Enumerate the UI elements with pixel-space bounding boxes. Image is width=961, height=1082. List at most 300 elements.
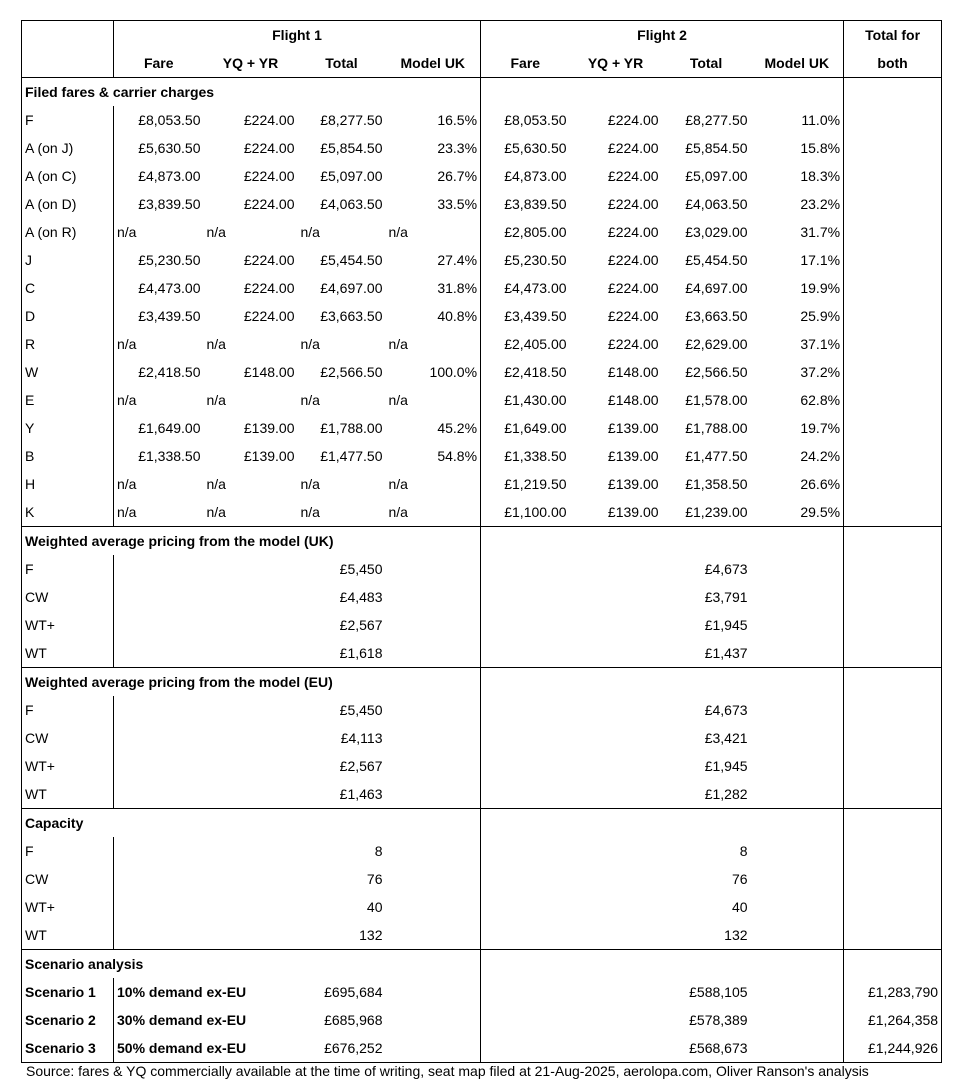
flight1-fare-cell: £4,473.00 — [114, 274, 204, 302]
empty-cell — [570, 837, 662, 865]
fare-row — [22, 246, 942, 274]
flight1-value: £5,450 — [339, 702, 383, 718]
flight1-yq-yr-cell: £224.00 — [243, 140, 295, 156]
flight1-total-cell: n/a — [300, 224, 320, 240]
flight2-total-cell: £3,663.50 — [685, 308, 748, 324]
empty-cell — [844, 583, 942, 611]
flight1-model-uk-cell: 23.3% — [437, 140, 478, 156]
flight2-value: 8 — [739, 843, 748, 859]
flight2-fare-cell: £1,649.00 — [481, 414, 570, 442]
fare-row — [22, 386, 942, 414]
empty-cell — [844, 639, 942, 668]
flight1-yq-yr-cell: £224.00 — [243, 280, 295, 296]
empty-cell — [844, 724, 942, 752]
empty-cell — [204, 921, 298, 950]
empty-cell — [844, 106, 942, 134]
col-header-yq-yr: YQ + YR — [587, 55, 644, 71]
flight1-fare-cell: £1,649.00 — [114, 414, 204, 442]
flight2-model-uk-cell: 26.6% — [800, 476, 841, 492]
flight1-total-cell: n/a — [300, 336, 320, 352]
flight2-total-cell: £1,358.50 — [685, 476, 748, 492]
flight1-model-uk-cell: 100.0% — [429, 364, 478, 380]
flight2-yq-yr-cell: £224.00 — [607, 280, 659, 296]
flight2-value: £1,945 — [704, 617, 748, 633]
header-row-1 — [22, 21, 942, 50]
flight2-fare-cell: £3,839.50 — [481, 190, 570, 218]
section-title: Filed fares & carrier charges — [22, 78, 481, 107]
empty-cell — [844, 809, 942, 838]
empty-cell — [481, 555, 570, 583]
section-title: Weighted average pricing from the model (EU) — [22, 668, 386, 697]
flight2-fare-cell: £1,219.50 — [481, 470, 570, 498]
empty-cell — [751, 696, 844, 724]
flight1-model-uk-cell: 31.8% — [437, 280, 478, 296]
empty-cell — [570, 978, 662, 1006]
flight2-value: 132 — [724, 927, 748, 943]
flight1-yq-yr-cell: £224.00 — [243, 168, 295, 184]
fare-class-label: J — [22, 246, 114, 274]
section-header-row — [22, 78, 942, 107]
flight2-total-cell: £2,566.50 — [685, 364, 748, 380]
flight1-model-uk-cell: n/a — [388, 504, 408, 520]
flight2-fare-cell: £4,473.00 — [481, 274, 570, 302]
flight1-total-cell: £8,277.50 — [320, 112, 383, 128]
flight1-fare-cell: n/a — [114, 386, 204, 414]
flight1-model-uk-cell: 27.4% — [437, 252, 478, 268]
row-label: WT — [22, 780, 114, 809]
empty-cell — [844, 134, 942, 162]
flight1-yq-yr-cell: n/a — [206, 476, 226, 492]
fare-row — [22, 190, 942, 218]
scenario-label: Scenario 1 — [22, 978, 114, 1006]
flight1-value: £5,450 — [339, 561, 383, 577]
flight1-fare-cell: £8,053.50 — [114, 106, 204, 134]
empty-cell — [844, 274, 942, 302]
empty-cell — [481, 809, 844, 838]
empty-cell — [386, 555, 481, 583]
col-header-total: Total — [689, 55, 723, 71]
flight2-total-cell: £8,277.50 — [685, 112, 748, 128]
empty-cell — [481, 696, 570, 724]
scenario-row — [22, 978, 942, 1006]
flight1-yq-yr-cell: £139.00 — [243, 448, 295, 464]
empty-cell — [844, 218, 942, 246]
empty-cell — [114, 724, 204, 752]
empty-cell — [481, 921, 570, 950]
flight2-value: £4,673 — [704, 702, 748, 718]
empty-cell — [481, 837, 570, 865]
flight2-total-cell: £3,029.00 — [685, 224, 748, 240]
total-for-both-value: £1,264,358 — [844, 1006, 942, 1034]
flight2-fare-cell: £8,053.50 — [481, 106, 570, 134]
row-label: F — [22, 837, 114, 865]
source-footnote: Source: fares & YQ commercially available at the time of writing, seat map filed at 21-Aug-2025, aerolopa.com, Oliver Ranson's analysis — [26, 1063, 869, 1079]
section-title: Capacity — [22, 809, 386, 838]
empty-cell — [481, 724, 570, 752]
flight1-yq-yr-cell: n/a — [206, 504, 226, 520]
flight1-yq-yr-cell: £224.00 — [243, 112, 295, 128]
empty-cell — [481, 1006, 570, 1034]
empty-cell — [386, 865, 481, 893]
flight2-model-uk-cell: 62.8% — [800, 392, 841, 408]
flight2-yq-yr-cell: £148.00 — [607, 364, 659, 380]
empty-cell — [844, 442, 942, 470]
empty-cell — [844, 837, 942, 865]
empty-cell — [570, 696, 662, 724]
scenario-row — [22, 1006, 942, 1034]
flight2-yq-yr-cell: £224.00 — [607, 112, 659, 128]
flight2-fare-cell: £3,439.50 — [481, 302, 570, 330]
flight1-model-uk-cell: n/a — [388, 392, 408, 408]
empty-cell — [386, 1006, 481, 1034]
empty-cell — [844, 921, 942, 950]
flight2-fare-cell: £5,230.50 — [481, 246, 570, 274]
flight2-model-uk-cell: 29.5% — [800, 504, 841, 520]
empty-cell — [114, 696, 204, 724]
empty-cell — [844, 555, 942, 583]
flight2-fare-cell: £1,430.00 — [481, 386, 570, 414]
flight2-value: £568,673 — [662, 1034, 751, 1063]
empty-cell — [751, 865, 844, 893]
flight2-value: 40 — [731, 899, 748, 915]
empty-cell — [751, 978, 844, 1006]
flight1-model-uk-cell: 40.8% — [437, 308, 478, 324]
flight1-total-cell: £1,477.50 — [320, 448, 383, 464]
fare-class-label: A (on R) — [22, 218, 114, 246]
total-header-line2: both — [844, 49, 942, 78]
empty-cell — [570, 780, 662, 809]
empty-cell — [570, 555, 662, 583]
empty-cell — [386, 893, 481, 921]
flight1-fare-cell: £5,230.50 — [114, 246, 204, 274]
flight2-value: £4,673 — [704, 561, 748, 577]
flight2-total-cell: £1,788.00 — [685, 420, 748, 436]
flight1-total-cell: £2,566.50 — [320, 364, 383, 380]
flight2-total-cell: £5,097.00 — [685, 168, 748, 184]
flight1-value: £4,483 — [339, 589, 383, 605]
flight1-value: £685,968 — [324, 1012, 383, 1028]
empty-cell — [481, 611, 570, 639]
empty-cell — [570, 752, 662, 780]
flight2-value: 76 — [731, 871, 748, 887]
flight1-value: 76 — [366, 871, 383, 887]
fare-class-label: D — [22, 302, 114, 330]
fare-row — [22, 106, 942, 134]
flight1-fare-cell: £1,338.50 — [114, 442, 204, 470]
row-label: WT+ — [22, 611, 114, 639]
fare-row — [22, 470, 942, 498]
col-header-fare: Fare — [481, 49, 570, 78]
flight2-model-uk-cell: 31.7% — [800, 224, 841, 240]
scenario-description: 10% demand ex-EU — [114, 978, 298, 1006]
flight2-total-cell: £5,854.50 — [685, 140, 748, 156]
fare-class-label: H — [22, 470, 114, 498]
value-row — [22, 555, 942, 583]
row-label: WT — [22, 639, 114, 668]
empty-cell — [386, 527, 481, 556]
flight1-fare-cell: n/a — [114, 498, 204, 527]
total-for-both-value: £1,244,926 — [844, 1034, 942, 1063]
empty-cell — [481, 865, 570, 893]
empty-cell — [570, 921, 662, 950]
empty-cell — [386, 837, 481, 865]
flight1-yq-yr-cell: n/a — [206, 392, 226, 408]
flight1-yq-yr-cell: £148.00 — [243, 364, 295, 380]
empty-cell — [844, 752, 942, 780]
flight2-total-cell: £1,239.00 — [685, 504, 748, 520]
empty-cell — [204, 837, 298, 865]
flight1-model-uk-cell: n/a — [388, 336, 408, 352]
fare-class-label: K — [22, 498, 114, 527]
empty-cell — [386, 668, 481, 697]
value-row — [22, 639, 942, 668]
empty-cell — [204, 780, 298, 809]
empty-cell — [844, 950, 942, 979]
value-row — [22, 837, 942, 865]
flight1-value: £2,567 — [339, 617, 383, 633]
empty-cell — [386, 978, 481, 1006]
fare-class-label: C — [22, 274, 114, 302]
empty-cell — [481, 668, 844, 697]
row-label: F — [22, 555, 114, 583]
flight1-fare-cell: £2,418.50 — [114, 358, 204, 386]
empty-cell — [751, 752, 844, 780]
empty-cell — [204, 555, 298, 583]
fare-class-label: R — [22, 330, 114, 358]
empty-cell — [844, 246, 942, 274]
flight2-model-uk-cell: 37.2% — [800, 364, 841, 380]
fare-row — [22, 134, 942, 162]
empty-cell — [114, 837, 204, 865]
flight2-value: £578,389 — [689, 1012, 748, 1028]
col-header-model-uk: Model UK — [764, 55, 830, 71]
empty-cell — [844, 330, 942, 358]
col-header-yq-yr: YQ + YR — [222, 55, 279, 71]
flight1-model-uk-cell: 54.8% — [437, 448, 478, 464]
flight2-yq-yr-cell: £224.00 — [607, 168, 659, 184]
empty-cell — [844, 893, 942, 921]
fare-row — [22, 498, 942, 527]
empty-cell — [570, 1006, 662, 1034]
section-header-row — [22, 527, 942, 556]
flight2-model-uk-cell: 19.7% — [800, 420, 841, 436]
flight2-total-cell: £1,477.50 — [685, 448, 748, 464]
flight2-fare-cell: £2,805.00 — [481, 218, 570, 246]
scenario-description: 30% demand ex-EU — [114, 1006, 298, 1034]
fare-class-label: F — [22, 106, 114, 134]
value-row — [22, 780, 942, 809]
fare-row — [22, 218, 942, 246]
empty-cell — [386, 921, 481, 950]
flight2-fare-cell: £5,630.50 — [481, 134, 570, 162]
empty-cell — [204, 696, 298, 724]
flight2-value: £3,791 — [704, 589, 748, 605]
flight1-value: £4,113 — [340, 730, 383, 746]
section-title: Weighted average pricing from the model (UK) — [22, 527, 386, 556]
scenario-label: Scenario 2 — [22, 1006, 114, 1034]
empty-cell — [481, 78, 844, 107]
empty-cell — [844, 696, 942, 724]
flight2-model-uk-cell: 37.1% — [800, 336, 841, 352]
row-label: F — [22, 696, 114, 724]
empty-cell — [114, 583, 204, 611]
scenario-row — [22, 1034, 942, 1063]
empty-cell — [844, 611, 942, 639]
flight2-model-uk-cell: 25.9% — [800, 308, 841, 324]
flight1-value: £695,684 — [324, 984, 383, 1000]
empty-cell — [844, 302, 942, 330]
value-row — [22, 611, 942, 639]
flight1-yq-yr-cell: n/a — [206, 224, 226, 240]
flight1-header: Flight 1 — [114, 21, 481, 50]
empty-cell — [844, 78, 942, 107]
empty-cell — [204, 752, 298, 780]
scenario-label: Scenario 3 — [22, 1034, 114, 1063]
flight2-fare-cell: £4,873.00 — [481, 162, 570, 190]
fare-row — [22, 442, 942, 470]
empty-cell — [204, 893, 298, 921]
flight2-total-cell: £4,063.50 — [685, 196, 748, 212]
flight1-total-cell: £4,697.00 — [320, 280, 383, 296]
flight2-yq-yr-cell: £224.00 — [607, 224, 659, 240]
empty-cell — [386, 583, 481, 611]
value-row — [22, 724, 942, 752]
flight2-model-uk-cell: 11.0% — [801, 112, 841, 128]
flight1-value: £1,618 — [339, 645, 383, 661]
empty-cell — [481, 583, 570, 611]
row-label: WT+ — [22, 752, 114, 780]
empty-cell — [751, 837, 844, 865]
empty-cell — [481, 950, 844, 979]
flight2-yq-yr-cell: £139.00 — [607, 448, 659, 464]
empty-cell — [481, 527, 844, 556]
empty-cell — [481, 780, 570, 809]
flight1-model-uk-cell: 26.7% — [437, 168, 478, 184]
empty-cell — [114, 639, 204, 668]
flight1-value: £1,463 — [339, 786, 383, 802]
flight1-value: 8 — [374, 843, 383, 859]
flight2-value: £1,437 — [704, 645, 748, 661]
flight1-total-cell: £5,097.00 — [320, 168, 383, 184]
empty-cell — [844, 498, 942, 527]
empty-cell — [204, 583, 298, 611]
empty-cell — [570, 1034, 662, 1063]
header-row-2 — [22, 49, 942, 78]
empty-cell — [114, 865, 204, 893]
empty-cell — [386, 780, 481, 809]
flight1-fare-cell: £3,439.50 — [114, 302, 204, 330]
value-row — [22, 752, 942, 780]
value-row — [22, 865, 942, 893]
flight1-fare-cell: £3,839.50 — [114, 190, 204, 218]
flight2-yq-yr-cell: £148.00 — [607, 392, 659, 408]
flight1-value: 132 — [359, 927, 383, 943]
flight2-model-uk-cell: 23.2% — [800, 196, 841, 212]
flight1-model-uk-cell: n/a — [388, 224, 408, 240]
empty-cell — [570, 639, 662, 668]
flight1-fare-cell: n/a — [114, 470, 204, 498]
flight1-model-uk-cell: n/a — [388, 476, 408, 492]
flight2-yq-yr-cell: £224.00 — [607, 336, 659, 352]
flight2-yq-yr-cell: £139.00 — [607, 420, 659, 436]
empty-cell — [114, 780, 204, 809]
flight1-fare-cell: n/a — [114, 218, 204, 246]
flight1-model-uk-cell: 16.5% — [437, 112, 478, 128]
flight1-fare-cell: £5,630.50 — [114, 134, 204, 162]
fare-class-label: A (on C) — [22, 162, 114, 190]
flight2-model-uk-cell: 19.9% — [800, 280, 841, 296]
empty-cell — [386, 752, 481, 780]
flight1-value: £676,252 — [298, 1034, 386, 1063]
empty-cell — [844, 865, 942, 893]
flight2-fare-cell: £2,418.50 — [481, 358, 570, 386]
empty-cell — [751, 611, 844, 639]
row-label: CW — [22, 724, 114, 752]
flight1-model-uk-cell: 45.2% — [437, 420, 478, 436]
col-header-total: Total — [325, 55, 358, 71]
empty-cell — [844, 414, 942, 442]
flight2-value: £588,105 — [689, 984, 748, 1000]
empty-cell — [386, 809, 481, 838]
empty-cell — [204, 639, 298, 668]
empty-cell — [844, 527, 942, 556]
empty-cell — [570, 724, 662, 752]
flight2-yq-yr-cell: £224.00 — [607, 308, 659, 324]
flight2-value: £1,282 — [704, 786, 748, 802]
empty-cell — [114, 555, 204, 583]
fare-row — [22, 274, 942, 302]
flight1-yq-yr-cell: £224.00 — [243, 308, 295, 324]
flight2-fare-cell: £1,100.00 — [481, 498, 570, 527]
flight1-yq-yr-cell: n/a — [206, 336, 226, 352]
empty-cell — [570, 865, 662, 893]
empty-cell — [481, 893, 570, 921]
flight2-fare-cell: £2,405.00 — [481, 330, 570, 358]
scenario-description: 50% demand ex-EU — [114, 1034, 298, 1063]
row-label: CW — [22, 865, 114, 893]
total-for-both-value: £1,283,790 — [844, 978, 942, 1006]
empty-cell — [386, 724, 481, 752]
empty-cell — [751, 583, 844, 611]
header-blank-cell — [22, 49, 114, 78]
section-header-row — [22, 950, 942, 979]
col-header-fare: Fare — [114, 49, 204, 78]
empty-cell — [570, 583, 662, 611]
flight1-total-cell: n/a — [300, 392, 320, 408]
fare-row — [22, 330, 942, 358]
empty-cell — [844, 668, 942, 697]
fare-analysis-table — [21, 20, 942, 1063]
flight2-model-uk-cell: 18.3% — [800, 168, 841, 184]
flight1-yq-yr-cell: £139.00 — [243, 420, 295, 436]
value-row — [22, 583, 942, 611]
empty-cell — [844, 386, 942, 414]
flight2-model-uk-cell: 15.8% — [800, 140, 841, 156]
flight2-value: £1,945 — [704, 758, 748, 774]
flight1-fare-cell: £4,873.00 — [114, 162, 204, 190]
section-title: Scenario analysis — [22, 950, 386, 979]
flight2-yq-yr-cell: £224.00 — [607, 196, 659, 212]
empty-cell — [751, 893, 844, 921]
empty-cell — [844, 780, 942, 809]
empty-cell — [751, 780, 844, 809]
flight1-total-cell: £5,854.50 — [320, 140, 383, 156]
fare-row — [22, 162, 942, 190]
flight2-header: Flight 2 — [481, 21, 844, 50]
flight2-fare-cell: £1,338.50 — [481, 442, 570, 470]
row-label: WT — [22, 921, 114, 950]
flight2-yq-yr-cell: £139.00 — [607, 476, 659, 492]
